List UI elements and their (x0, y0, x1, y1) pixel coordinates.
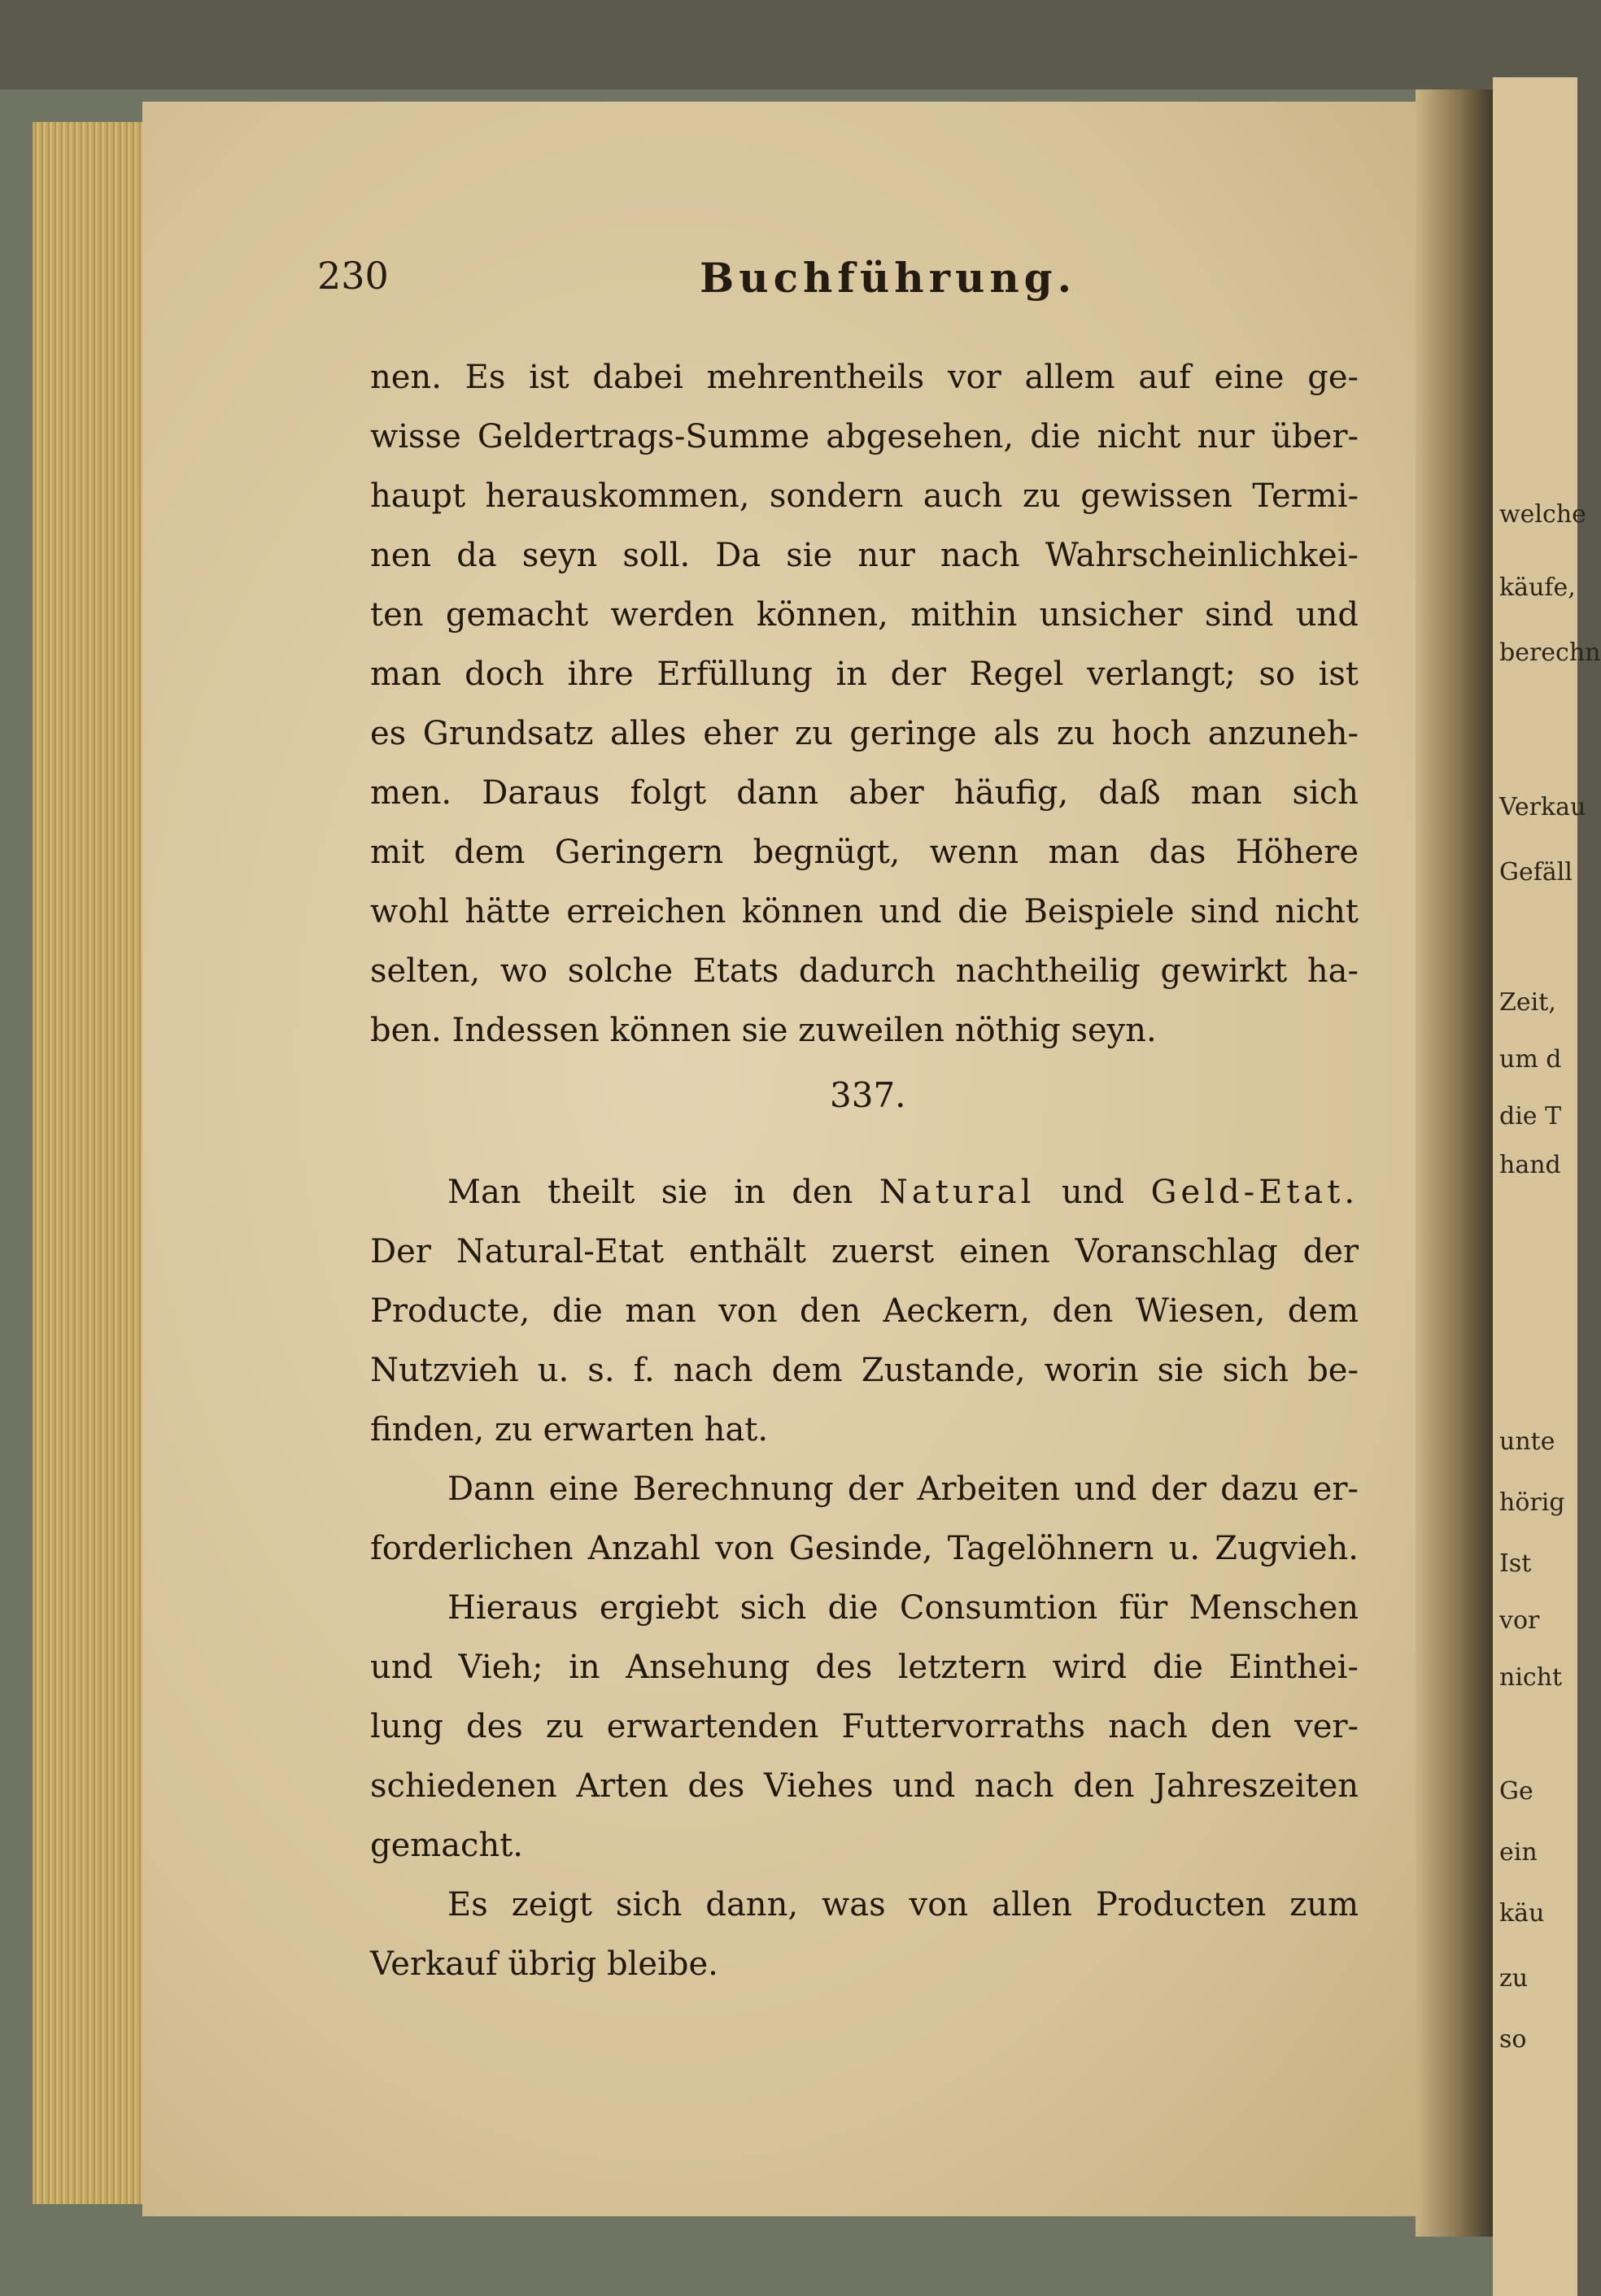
page-edges (33, 122, 156, 2204)
margin-word: nicht (1499, 1663, 1563, 1692)
text-line: wohl hätte erreichen können und die Beispiele sind nicht (370, 893, 1359, 930)
text-line: es Grundsatz alles eher zu geringe als zu hoch anzuneh- (370, 715, 1359, 752)
section-number: 337. (830, 1075, 906, 1115)
next-page-edge (1493, 77, 1601, 2296)
text-line: Hieraus ergiebt sich die Consumtion für Menschen (447, 1589, 1359, 1627)
margin-word: die T (1499, 1102, 1562, 1131)
text-line: lung des zu erwartenden Futtervorraths nach den ver- (370, 1708, 1359, 1745)
margin-word: hörig (1499, 1488, 1565, 1517)
text-line: Dann eine Berechnung der Arbeiten und der dazu er- (447, 1470, 1359, 1508)
margin-word: Ist (1499, 1549, 1532, 1578)
margin-word: ein (1499, 1838, 1538, 1867)
margin-word: um d (1499, 1045, 1562, 1074)
text-line: schiedenen Arten des Viehes und nach den Jahreszeiten (370, 1767, 1359, 1805)
margin-word: käufe, (1499, 573, 1576, 602)
margin-word: Gefäll (1499, 858, 1573, 887)
text-line: Verkauf übrig bleibe. (370, 1945, 718, 1983)
margin-word: hand (1499, 1151, 1561, 1179)
spaced-term: Natural (879, 1174, 1036, 1211)
text-line: ben. Indessen können sie zuweilen nöthig seyn. (370, 1012, 1157, 1049)
running-title: Buchführung. (700, 254, 1077, 302)
text-line: selten, wo solche Etats dadurch nachtheilig gewirkt ha- (370, 952, 1359, 990)
margin-word: unte (1499, 1427, 1555, 1456)
text-line: und Vieh; in Ansehung des letztern wird die Einthei- (370, 1649, 1359, 1686)
text-line: ten gemacht werden können, mithin unsicher sind und (370, 596, 1359, 634)
text-line: Nutzvieh u. s. f. nach dem Zustande, worin sie sich be- (370, 1352, 1359, 1389)
text-fragment: Man theilt sie in den (447, 1174, 853, 1211)
margin-word: vor (1499, 1606, 1540, 1635)
page-header (317, 254, 1399, 303)
margin-word: Ge (1499, 1777, 1533, 1806)
text-line: Producte, die man von den Aeckern, den Wiesen, dem (370, 1292, 1359, 1330)
text-line: nen da seyn soll. Da sie nur nach Wahrscheinlichkei- (370, 537, 1359, 574)
margin-word: käu (1499, 1899, 1545, 1928)
text-line: men. Daraus folgt dann aber häufig, daß man sich (370, 774, 1359, 812)
margin-word: welche (1499, 500, 1586, 529)
text-line: mit dem Geringern begnügt, wenn man das Höhere (370, 834, 1359, 871)
margin-word: berechn (1499, 638, 1601, 667)
text-line (370, 1163, 1359, 1222)
book-gutter (1416, 89, 1493, 2237)
margin-word: Verkau (1499, 793, 1586, 821)
margin-word: zu (1499, 1964, 1529, 1993)
text-line: forderlichen Anzahl von Gesinde, Tagelöhnern u. Zugvieh. (370, 1530, 1359, 1567)
text-line: nen. Es ist dabei mehrentheils vor allem auf eine ge- (370, 359, 1359, 396)
spaced-term: Geld-Etat. (1150, 1174, 1359, 1211)
text-line: finden, zu erwarten hat. (370, 1411, 769, 1449)
margin-word: Zeit, (1499, 988, 1556, 1017)
text-line: Es zeigt sich dann, was von allen Producten zum (447, 1886, 1359, 1923)
text-line: gemacht. (370, 1827, 524, 1864)
margin-word: so (1499, 2025, 1527, 2054)
text-line: wisse Geldertrags-Summe abgesehen, die nicht nur über- (370, 418, 1359, 455)
text-line: Der Natural-Etat enthält zuerst einen Voranschlag der (370, 1233, 1359, 1270)
text-fragment: und (1061, 1174, 1125, 1211)
text-line: haupt herauskommen, sondern auch zu gewissen Termi- (370, 477, 1359, 515)
text-line: man doch ihre Erfüllung in der Regel verlangt; so ist (370, 656, 1359, 693)
page-number: 230 (317, 254, 389, 298)
section-body (370, 1163, 1359, 1994)
paragraph-continued (370, 348, 1359, 1061)
